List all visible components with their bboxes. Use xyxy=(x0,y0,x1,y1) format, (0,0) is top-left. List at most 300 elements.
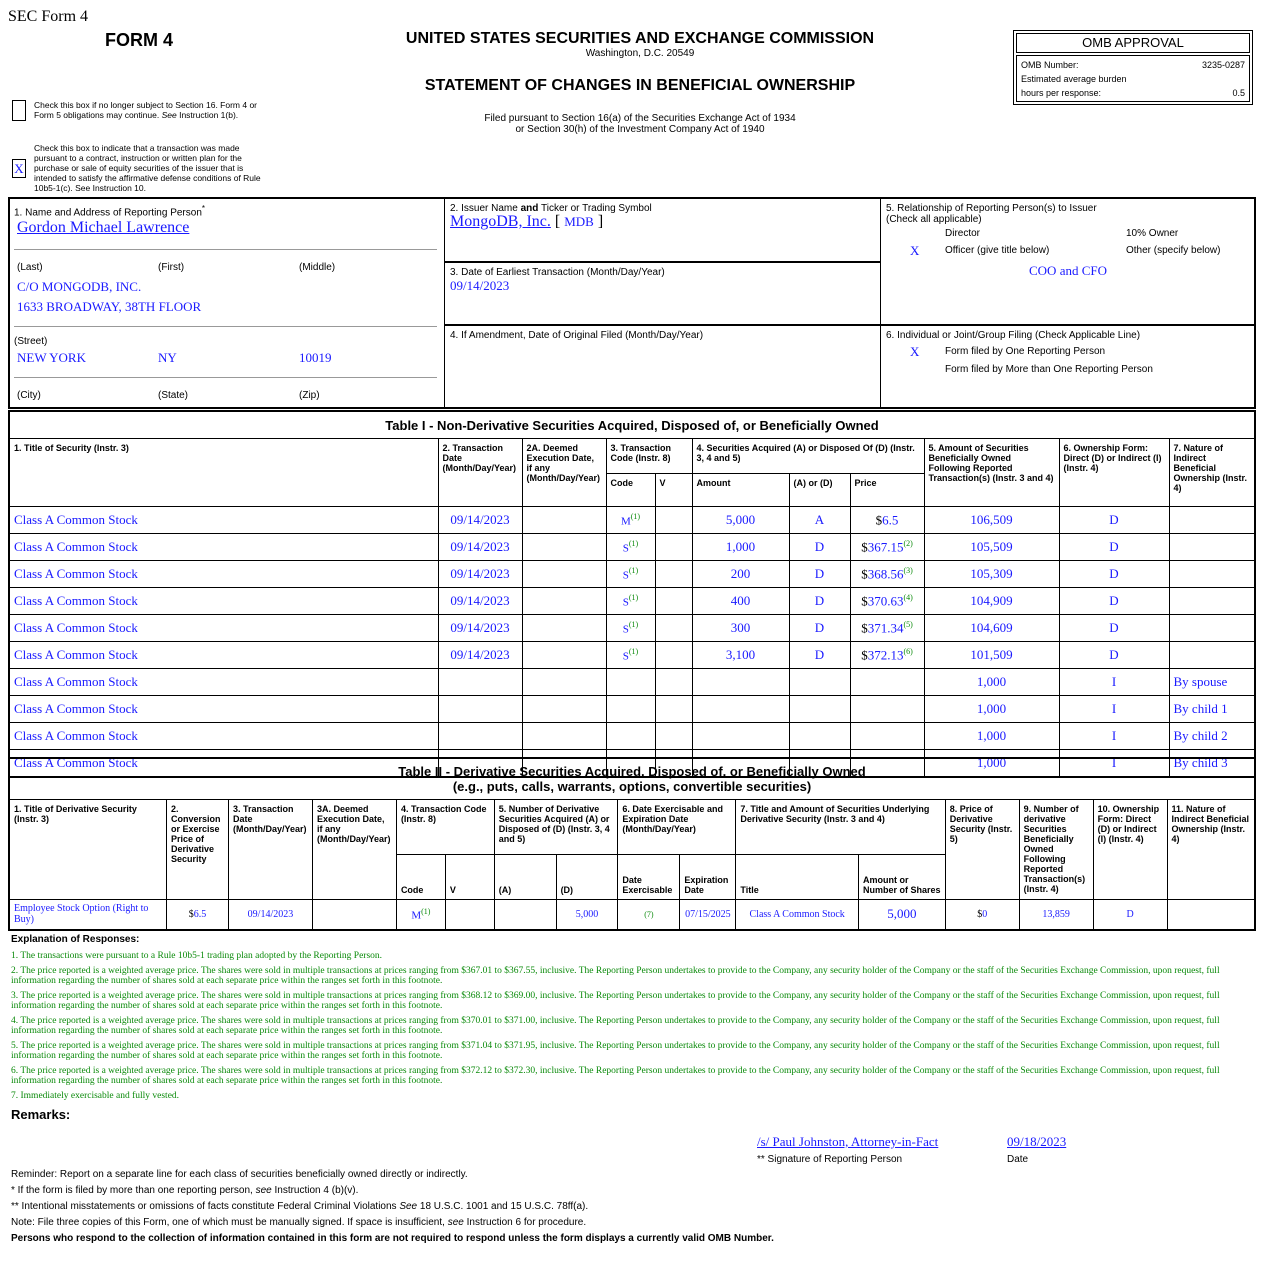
t2-header-conversion: 2. Conversion or Exercise Price of Derivative Security xyxy=(167,800,229,900)
t2-header-exercisable: 6. Date Exercisable and Expiration Date (Month/Day/Year) xyxy=(618,800,736,855)
t1-cell-form: I xyxy=(1059,723,1169,750)
table-row xyxy=(9,900,1255,930)
t1-cell-deemed xyxy=(522,534,606,561)
t2-header-nature: 11. Nature of Indirect Beneficial Ownership (Instr. 4) xyxy=(1167,800,1255,900)
signature-date: 09/18/2023 xyxy=(1007,1134,1067,1149)
t1-sub-aord: (A) or (D) xyxy=(789,474,850,507)
section16-text xyxy=(34,100,274,120)
t1-price-dollar: $ xyxy=(861,620,868,636)
t1-cell-title: Class A Common Stock xyxy=(9,669,438,696)
t1-cell-form: D xyxy=(1059,507,1169,534)
t1-cell-owned: 104,609 xyxy=(924,615,1059,642)
t1-cell-title: Class A Common Stock xyxy=(9,642,438,669)
t1-cell-title: Class A Common Stock xyxy=(9,534,438,561)
box1-label xyxy=(14,204,205,218)
t2-cell-form: D xyxy=(1093,900,1167,930)
t1-cell-nature xyxy=(1169,507,1255,534)
t1-price-dollar: $ xyxy=(861,593,868,609)
t1-cell-title: Class A Common Stock xyxy=(9,696,438,723)
middle-label: (Middle) xyxy=(299,262,336,273)
t1-cell-form: I xyxy=(1059,696,1169,723)
t1-header-deemed: 2A. Deemed Execution Date, if any (Month/Day/Year) xyxy=(522,439,606,507)
t1-header-date: 2. Transaction Date (Month/Day/Year) xyxy=(438,439,522,507)
street-label: (Street) xyxy=(14,336,48,347)
t1-cell-code xyxy=(606,723,655,750)
agency-name: UNITED STATES SECURITIES AND EXCHANGE COMMISSION xyxy=(405,30,875,47)
t1-cell-amount: 1,000 xyxy=(692,534,789,561)
t1-code-value: S xyxy=(622,569,629,582)
box4-label: 4. If Amendment, Date of Original Filed (Month/Day/Year) xyxy=(450,330,704,341)
section16-text-b: Instruction 1(b). xyxy=(179,110,239,120)
t1-price-value: 370.63 xyxy=(867,593,904,609)
section16-text-a: Check this box if no longer subject to Section 16. Form 4 or Form 5 obligations may continue. xyxy=(34,100,258,120)
t1-cell-date: 09/14/2023 xyxy=(438,588,522,615)
t1-cell-amount xyxy=(692,696,789,723)
t1-cell-title: Class A Common Stock xyxy=(9,615,438,642)
signature-value: /s/ Paul Johnston, Attorney-in-Fact xyxy=(757,1134,939,1149)
t1-cell-deemed xyxy=(522,615,606,642)
table-row xyxy=(9,534,1255,561)
director-label: Director xyxy=(945,228,981,239)
t1-header-owned: 5. Amount of Securities Beneficially Owned Following Reported Transaction(s) (Instr. 3 and 4) xyxy=(924,439,1059,507)
table-1-title: Table I - Non-Derivative Securities Acquired, Disposed of, or Beneficially Owned xyxy=(9,411,1255,439)
t1-cell-v xyxy=(655,615,692,642)
t1-cell-date xyxy=(438,669,522,696)
t2-cell-nature xyxy=(1167,900,1255,930)
table-row xyxy=(9,696,1255,723)
t2-cell-underlying-amount: 5,000 xyxy=(858,900,945,930)
city-value: NEW YORK xyxy=(17,350,86,365)
t2-cell-owned: 13,859 xyxy=(1019,900,1093,930)
t2-cell-code xyxy=(396,900,445,930)
t1-cell-price xyxy=(850,561,924,588)
t2-code-footnote: (1) xyxy=(421,906,431,916)
t1-cell-code xyxy=(606,642,655,669)
box1-star: * xyxy=(201,204,206,213)
last-label: (Last) xyxy=(17,262,43,273)
t1-price-value: 367.15 xyxy=(867,539,904,555)
divider xyxy=(14,377,437,378)
t1-price-dollar: $ xyxy=(875,512,883,528)
t2-cell-v xyxy=(445,900,494,930)
table-row xyxy=(9,588,1255,615)
footnote-item: 7. Immediately exercisable and fully vested. xyxy=(11,1091,180,1101)
ten-pct-owner-label: 10% Owner xyxy=(1126,228,1179,239)
t2-cell-expiration: 07/15/2025 xyxy=(680,900,736,930)
t1-cell-date: 09/14/2023 xyxy=(438,534,522,561)
t1-cell-v xyxy=(655,507,692,534)
table-row xyxy=(9,615,1255,642)
t2-header-number: 5. Number of Derivative Securities Acquired (A) or Disposed of (D) (Instr. 3, 4 and 5) xyxy=(494,800,618,855)
t1-cell-title: Class A Common Stock xyxy=(9,750,438,778)
t1-cell-nature: By spouse xyxy=(1169,669,1255,696)
form-title: FORM 4 xyxy=(105,30,174,50)
t1-price-value: 368.56 xyxy=(867,566,904,582)
explanation-section xyxy=(11,934,1247,1122)
t1-cell-v xyxy=(655,642,692,669)
reporting-person-name[interactable]: Gordon Michael Lawrence xyxy=(17,219,190,236)
t1-code-value: M xyxy=(620,515,631,528)
t1-cell-nature: By child 2 xyxy=(1169,723,1255,750)
t1-cell-owned: 106,509 xyxy=(924,507,1059,534)
t1-price-footnote: (3) xyxy=(903,565,913,575)
t2-header-price: 8. Price of Derivative Security (Instr. 5) xyxy=(945,800,1019,900)
t1-cell-deemed xyxy=(522,588,606,615)
t1-cell-amount: 200 xyxy=(692,561,789,588)
footnote-item: 5. The price reported is a weighted average price. The shares were sold in multiple transactions at prices ranging from $371.04 to $371.95, inclusive. The Reporting Person undertakes to provide to the Company, any security holder of the Company or the staff of the Securities Exchange Commission, upon request, full information regarding the number of shares sold at each separate price within the ranges set forth in this footnote. xyxy=(11,1041,1220,1061)
omb-title: OMB APPROVAL xyxy=(1016,33,1250,53)
signature-label: ** Signature of Reporting Person xyxy=(757,1154,903,1165)
box2-label-and: and xyxy=(520,203,539,214)
box3-label: 3. Date of Earliest Transaction (Month/Day/Year) xyxy=(450,267,665,278)
note-2-see: See xyxy=(399,1201,418,1212)
officer-title: COO and CFO xyxy=(1029,263,1108,278)
t1-code-footnote: (1) xyxy=(628,592,639,602)
footnote-item: 1. The transactions were pursuant to a Rule 10b5-1 trading plan adopted by the Reporting Person. xyxy=(11,951,383,961)
t1-cell-code xyxy=(606,696,655,723)
t1-cell-date: 09/14/2023 xyxy=(438,507,522,534)
t1-cell-price xyxy=(850,723,924,750)
t2-sub-d: (D) xyxy=(556,855,618,900)
t2-header-deemed: 3A. Deemed Execution Date, if any (Month/Day/Year) xyxy=(312,800,396,900)
t1-cell-deemed xyxy=(522,507,606,534)
t2-sub-title: Title xyxy=(736,855,859,900)
t1-cell-deemed xyxy=(522,561,606,588)
t2-sub-v: V xyxy=(445,855,494,900)
note-3-see: see xyxy=(447,1217,464,1228)
t1-cell-v xyxy=(655,588,692,615)
agency-block xyxy=(340,30,940,135)
t1-cell-deemed xyxy=(522,642,606,669)
box2-label-b: Ticker or Trading Symbol xyxy=(540,203,652,214)
t1-cell-owned: 1,000 xyxy=(924,669,1059,696)
t1-cell-price xyxy=(850,507,924,534)
t1-price-footnote: (2) xyxy=(903,538,913,548)
t1-cell-date: 09/14/2023 xyxy=(438,561,522,588)
t2-header-owned: 9. Number of derivative Securities Beneficially Owned Following Reported Transaction(s) (Instr. 4) xyxy=(1019,800,1093,900)
t1-cell-date xyxy=(438,723,522,750)
t1-cell-deemed xyxy=(522,723,606,750)
note-2 xyxy=(11,1201,1251,1212)
footnote-item: 2. The price reported is a weighted average price. The shares were sold in multiple transactions at prices ranging from $367.01 to $367.55, inclusive. The Reporting Person undertakes to provide to the Company, any security holder of the Company or the staff of the Securities Exchange Commission, upon request, full information regarding the number of shares sold at each separate price within the ranges set forth in this footnote. xyxy=(11,966,1220,986)
note-3-a: Note: File three copies of this Form, one of which must be manually signed. If space is insufficient, xyxy=(11,1217,445,1228)
t1-cell-title: Class A Common Stock xyxy=(9,507,438,534)
reminder-note: Reminder: Report on a separate line for each class of securities beneficially owned directly or indirectly. xyxy=(11,1169,468,1180)
table-row xyxy=(9,642,1255,669)
zip-value: 10019 xyxy=(299,350,332,365)
divider xyxy=(444,197,445,409)
t1-cell-form: D xyxy=(1059,561,1169,588)
t2-cell-d: 5,000 xyxy=(556,900,618,930)
note-3 xyxy=(11,1217,1251,1228)
note-1 xyxy=(11,1185,1251,1196)
t1-cell-aord xyxy=(789,669,850,696)
rule10b5-checkbox[interactable]: X xyxy=(12,159,26,178)
omb-details xyxy=(1016,55,1250,102)
omb-hours-value: 0.5 xyxy=(1232,88,1245,98)
t1-code-footnote: (1) xyxy=(628,619,639,629)
t1-cell-form: D xyxy=(1059,642,1169,669)
t1-cell-owned: 105,509 xyxy=(924,534,1059,561)
t1-code-footnote: (1) xyxy=(628,538,639,548)
divider xyxy=(444,324,1256,326)
t2-cell-deemed xyxy=(312,900,396,930)
t1-code-value: S xyxy=(622,650,629,663)
t1-cell-v xyxy=(655,723,692,750)
t1-cell-nature xyxy=(1169,642,1255,669)
divider xyxy=(14,326,437,327)
t1-cell-owned: 1,000 xyxy=(924,750,1059,778)
final-note: Persons who respond to the collection of information contained in this form are not required to respond unless the form displays a currently valid OMB Number. xyxy=(11,1233,774,1244)
t1-cell-price xyxy=(850,696,924,723)
omb-approval-box xyxy=(1013,30,1253,105)
t2-conv-value: 6.5 xyxy=(193,908,207,920)
sec-form-label: SEC Form 4 xyxy=(8,8,89,25)
t1-cell-deemed xyxy=(522,696,606,723)
t1-sub-price: Price xyxy=(850,474,924,507)
t1-cell-owned: 1,000 xyxy=(924,696,1059,723)
t1-cell-aord: D xyxy=(789,588,850,615)
t1-cell-price xyxy=(850,615,924,642)
section16-see: See xyxy=(161,110,177,120)
t1-cell-owned: 105,309 xyxy=(924,561,1059,588)
note-2-a: ** Intentional misstatements or omissions of facts constitute Federal Criminal Violations xyxy=(11,1201,397,1212)
filed-line-1: Filed pursuant to Section 16(a) of the Securities Exchange Act of 1934 xyxy=(484,113,796,124)
table-row xyxy=(9,561,1255,588)
t1-cell-form: D xyxy=(1059,534,1169,561)
t1-cell-aord: D xyxy=(789,561,850,588)
officer-mark[interactable]: X xyxy=(910,243,920,258)
omb-hours-label: hours per response: xyxy=(1021,88,1102,98)
t1-cell-v xyxy=(655,534,692,561)
t2-sub-exercisable: Date Exercisable xyxy=(618,855,680,900)
t1-cell-aord: D xyxy=(789,534,850,561)
t1-cell-code xyxy=(606,669,655,696)
t1-cell-form: I xyxy=(1059,669,1169,696)
t1-cell-nature xyxy=(1169,534,1255,561)
note-1-see: see xyxy=(255,1185,272,1196)
remarks-title: Remarks: xyxy=(11,1107,71,1122)
omb-burden-label: Estimated average burden xyxy=(1021,74,1127,84)
t2-sub-code: Code xyxy=(396,855,445,900)
t1-header-title: 1. Title of Security (Instr. 3) xyxy=(9,439,438,507)
t2-sub-a: (A) xyxy=(494,855,556,900)
footnote-item: 3. The price reported is a weighted average price. The shares were sold in multiple transactions at prices ranging from $368.12 to $369.00, inclusive. The Reporting Person undertakes to provide to the Company, any security holder of the Company or the staff of the Securities Exchange Commission, upon request, full information regarding the number of shares sold at each separate price within the ranges set forth in this footnote. xyxy=(11,991,1220,1011)
box5-label-2: (Check all applicable) xyxy=(886,214,982,225)
t1-price-footnote: (5) xyxy=(903,619,913,629)
table-row xyxy=(9,723,1255,750)
filed-line-2: or Section 30(h) of the Investment Company Act of 1940 xyxy=(515,124,765,135)
footnote-list xyxy=(11,951,1247,1101)
t1-cell-price xyxy=(850,588,924,615)
t2-cell-price xyxy=(945,900,1019,930)
note-3-b: Instruction 6 for procedure. xyxy=(466,1217,587,1228)
one-person-label: Form filed by One Reporting Person xyxy=(945,346,1106,357)
t1-cell-amount xyxy=(692,669,789,696)
t1-cell-date: 09/14/2023 xyxy=(438,642,522,669)
divider xyxy=(444,261,881,263)
table-2 xyxy=(8,757,1256,931)
address-line-2: 1633 BROADWAY, 38TH FLOOR xyxy=(17,299,202,314)
t1-cell-code xyxy=(606,534,655,561)
box2-label-a: 2. Issuer Name xyxy=(450,203,518,214)
t1-cell-owned: 104,909 xyxy=(924,588,1059,615)
t1-cell-v xyxy=(655,696,692,723)
t1-cell-code xyxy=(606,588,655,615)
issuer-line xyxy=(450,213,603,231)
t2-price-value: 0 xyxy=(982,908,988,920)
t1-header-form: 6. Ownership Form: Direct (D) or Indirect (I) (Instr. 4) xyxy=(1059,439,1169,507)
table-2-title xyxy=(9,758,1255,800)
note-1-b: Instruction 4 (b)(v). xyxy=(274,1185,359,1196)
table-row xyxy=(9,507,1255,534)
t1-cell-nature: By child 3 xyxy=(1169,750,1255,778)
t1-cell-amount: 5,000 xyxy=(692,507,789,534)
bracket-open: [ xyxy=(554,213,561,230)
t1-cell-deemed xyxy=(522,669,606,696)
note-2-b: 18 U.S.C. 1001 and 15 U.S.C. 78ff(a). xyxy=(419,1201,589,1212)
t1-cell-code xyxy=(606,561,655,588)
t1-sub-v: V xyxy=(655,474,692,507)
t2-cell-conversion xyxy=(167,900,229,930)
t1-price-value: 371.34 xyxy=(867,620,904,636)
t2-cell-underlying-title: Class A Common Stock xyxy=(736,900,859,930)
t2-sub-expiration: Expiration Date xyxy=(680,855,736,900)
t1-price-value: 372.13 xyxy=(867,647,904,663)
t1-cell-nature xyxy=(1169,588,1255,615)
omb-number-label: OMB Number: xyxy=(1021,60,1079,70)
t1-cell-price xyxy=(850,642,924,669)
t2-price-dollar: $ xyxy=(977,908,983,920)
t2-header-date: 3. Transaction Date (Month/Day/Year) xyxy=(228,800,312,900)
t1-cell-owned: 101,509 xyxy=(924,642,1059,669)
ticker-symbol: MDB xyxy=(564,214,594,229)
t1-cell-price xyxy=(850,669,924,696)
t1-cell-code xyxy=(606,507,655,534)
address-line-1: C/O MONGODB, INC. xyxy=(17,279,142,294)
t1-cell-aord: A xyxy=(789,507,850,534)
footnote-item: 6. The price reported is a weighted average price. The shares were sold in multiple transactions at prices ranging from $372.12 to $372.30, inclusive. The Reporting Person undertakes to provide to the Company, any security holder of the Company or the staff of the Securities Exchange Commission, upon request, full information regarding the number of shares sold at each separate price within the ranges set forth in this footnote. xyxy=(11,1066,1220,1086)
t1-cell-nature xyxy=(1169,615,1255,642)
issuer-name[interactable]: MongoDB, Inc. xyxy=(450,213,551,230)
zip-label: (Zip) xyxy=(299,390,320,401)
t1-price-footnote: (6) xyxy=(903,646,913,656)
t1-cell-form: I xyxy=(1059,750,1169,778)
t2-header-code: 4. Transaction Code (Instr. 8) xyxy=(396,800,494,855)
t1-cell-v xyxy=(655,561,692,588)
agency-city: Washington, D.C. 20549 xyxy=(585,48,695,59)
more-persons-label: Form filed by More than One Reporting Person xyxy=(945,364,1153,375)
t1-cell-aord: D xyxy=(789,642,850,669)
t1-header-code: 3. Transaction Code (Instr. 8) xyxy=(606,439,692,474)
table-row xyxy=(9,669,1255,696)
t1-price-footnote: (4) xyxy=(903,592,913,602)
t1-cell-price xyxy=(850,534,924,561)
t1-cell-amount xyxy=(692,723,789,750)
t1-cell-amount: 3,100 xyxy=(692,642,789,669)
t2-sub-amount: Amount or Number of Shares xyxy=(858,855,945,900)
t1-price-dollar: $ xyxy=(861,647,868,663)
t2-conv-dollar: $ xyxy=(188,908,194,920)
t1-cell-owned: 1,000 xyxy=(924,723,1059,750)
t1-sub-amount: Amount xyxy=(692,474,789,507)
t2-header-title: 1. Title of Derivative Security (Instr. 3) xyxy=(9,800,167,900)
section16-checkbox[interactable] xyxy=(12,100,26,121)
footnote-item: 4. The price reported is a weighted average price. The shares were sold in multiple transactions at prices ranging from $370.01 to $371.00, inclusive. The Reporting Person undertakes to provide to the Company, any security holder of the Company or the staff of the Securities Exchange Commission, upon request, full information regarding the number of shares sold at each separate price within the ranges set forth in this footnote. xyxy=(11,1016,1220,1036)
t1-cell-v xyxy=(655,669,692,696)
t1-cell-nature: By child 1 xyxy=(1169,696,1255,723)
t1-cell-aord: D xyxy=(789,615,850,642)
t2-cell-date: 09/14/2023 xyxy=(228,900,312,930)
t1-header-nature: 7. Nature of Indirect Beneficial Ownership (Instr. 4) xyxy=(1169,439,1255,507)
t1-cell-title: Class A Common Stock xyxy=(9,561,438,588)
t1-cell-aord xyxy=(789,723,850,750)
box1-label-text: 1. Name and Address of Reporting Person xyxy=(14,207,202,219)
city-label: (City) xyxy=(17,390,41,401)
t1-cell-amount: 400 xyxy=(692,588,789,615)
divider xyxy=(880,197,881,409)
t1-cell-date: 09/14/2023 xyxy=(438,615,522,642)
one-person-mark[interactable]: X xyxy=(910,344,920,359)
rule10b5-text: Check this box to indicate that a transaction was made pursuant to a contract, instruction or written plan for the purchase or sale of equity securities of the issuer that is intended to satisfy the affirmative defense conditions of Rule 10b5-1(c). See Instruction 10. xyxy=(34,143,261,193)
t2-header-underlying: 7. Title and Amount of Securities Underlying Derivative Security (Instr. 3 and 4) xyxy=(736,800,945,855)
t1-cell-title: Class A Common Stock xyxy=(9,588,438,615)
t2-cell-exercisable: (7) xyxy=(618,900,680,930)
t2-cell-a xyxy=(494,900,556,930)
officer-label: Officer (give title below) xyxy=(945,245,1050,256)
t1-sub-code: Code xyxy=(606,474,655,507)
t1-code-footnote: (1) xyxy=(628,565,639,575)
t1-cell-nature xyxy=(1169,561,1255,588)
t1-cell-form: D xyxy=(1059,615,1169,642)
t1-price-dollar: $ xyxy=(861,539,868,555)
t1-cell-aord xyxy=(789,696,850,723)
note-1-a: * If the form is filed by more than one reporting person, xyxy=(11,1185,253,1196)
table-1 xyxy=(8,410,1256,778)
t2-code-value: M xyxy=(411,909,422,922)
t1-cell-form: D xyxy=(1059,588,1169,615)
bracket-close: ] xyxy=(597,213,604,230)
t1-price-dollar: $ xyxy=(861,566,868,582)
t1-code-footnote: (1) xyxy=(630,511,641,521)
t1-code-footnote: (1) xyxy=(628,646,639,656)
box6-label: 6. Individual or Joint/Group Filing (Check Applicable Line) xyxy=(886,330,1141,341)
t1-code-value: S xyxy=(622,596,629,609)
statement-title: STATEMENT OF CHANGES IN BENEFICIAL OWNERSHIP xyxy=(424,77,856,94)
t1-cell-amount: 300 xyxy=(692,615,789,642)
notes-section xyxy=(11,1169,1251,1249)
state-value: NY xyxy=(158,350,177,365)
date-label: Date xyxy=(1007,1154,1029,1165)
t1-price-value: 6.5 xyxy=(882,512,899,528)
explanation-title: Explanation of Responses: xyxy=(11,934,140,945)
box5-label-1: 5. Relationship of Reporting Person(s) to Issuer xyxy=(886,203,1097,214)
t1-cell-date xyxy=(438,696,522,723)
t2-cell-title: Employee Stock Option (Right to Buy) xyxy=(9,900,167,930)
table-2-title-1: Table II - Derivative Securities Acquired, Disposed of, or Beneficially Owned xyxy=(398,764,866,779)
table-2-title-2: (e.g., puts, calls, warrants, options, convertible securities) xyxy=(452,779,812,794)
other-label: Other (specify below) xyxy=(1126,245,1221,256)
first-label: (First) xyxy=(158,262,185,273)
earliest-transaction-date: 09/14/2023 xyxy=(450,278,510,293)
t1-cell-code xyxy=(606,615,655,642)
omb-number-value: 3235-0287 xyxy=(1201,60,1245,70)
t1-code-value: S xyxy=(622,542,629,555)
t1-code-value: S xyxy=(622,623,629,636)
state-label: (State) xyxy=(158,390,189,401)
divider xyxy=(14,249,437,250)
t2-header-form: 10. Ownership Form: Direct (D) or Indirect (I) (Instr. 4) xyxy=(1093,800,1167,900)
